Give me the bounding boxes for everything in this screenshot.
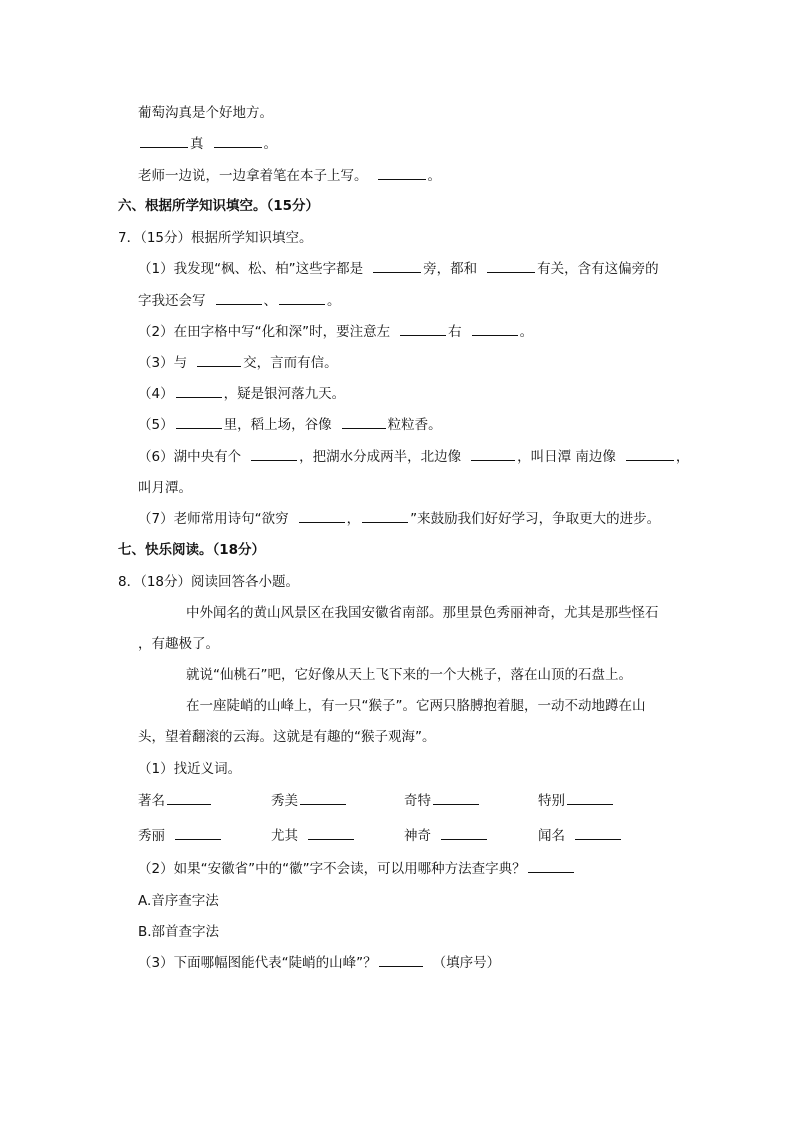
text: 有关，含有这偏旁的: [537, 261, 659, 277]
word: 秀丽: [138, 828, 165, 844]
text: （6）湖中央有个: [138, 449, 242, 465]
item-3: [138, 353, 338, 373]
sentence-teacher: [138, 166, 441, 186]
text: 里，稻上场，谷像: [223, 417, 332, 433]
answer-blank[interactable]: [471, 447, 515, 461]
text: （2）在田字格中写“化和深”时，要注意左: [138, 324, 391, 340]
answer-blank[interactable]: [140, 134, 188, 148]
synonym-pair: [404, 826, 489, 846]
text: 粒粒香。: [387, 417, 442, 433]
text: （3）下面哪幅图能代表“陡峭的山峰”？: [138, 955, 377, 971]
text: ，疑是银河落九天。: [223, 386, 346, 402]
text: （填序号）: [432, 955, 501, 971]
text: 右: [448, 324, 462, 340]
answer-blank[interactable]: [176, 384, 222, 398]
answer-blank[interactable]: [378, 166, 426, 180]
passage-line: 在一座陡峭的山峰上，有一只“猴子”。它两只胳膊抱着腿，一动不动地蹲在山: [186, 698, 646, 714]
synonym-pair: [271, 791, 348, 811]
word: 奇特: [404, 793, 431, 809]
passage-line: 头，望着翻滚的云海。这就是有趣的“猴子观海”。: [138, 729, 436, 745]
fill-line-zhen: [138, 134, 277, 154]
text: （7）老师常用诗句“欲穷: [138, 511, 289, 527]
passage-line: 就说“仙桃石”吧，它好像从天上飞下来的一个大桃子，落在山顶的石盘上。: [186, 667, 632, 683]
word: 特别: [538, 793, 565, 809]
synonym-pair: [138, 791, 213, 811]
answer-blank[interactable]: [433, 791, 479, 805]
answer-blank[interactable]: [342, 415, 386, 429]
answer-blank[interactable]: [308, 826, 354, 840]
text: 真: [190, 136, 204, 152]
text: 旁，都和: [423, 261, 478, 277]
synonym-pair: [138, 826, 223, 846]
item-7: [138, 509, 660, 529]
passage-line: 中外闻名的黄山风景区在我国安徽省南部。那里景色秀丽神奇，尤其是那些怪石: [186, 605, 659, 621]
answer-blank[interactable]: [441, 826, 487, 840]
item-4: [138, 384, 345, 404]
item-1-cont: [138, 291, 341, 311]
text: ，: [675, 449, 690, 465]
synonym-pair: [271, 826, 356, 846]
item-2: [138, 322, 533, 342]
word: 著名: [138, 793, 165, 809]
word: 秀美: [271, 793, 298, 809]
text: 字我还会写: [138, 293, 206, 309]
text: （4）: [138, 386, 174, 402]
text: ，: [346, 511, 361, 527]
answer-blank[interactable]: [175, 826, 221, 840]
text: 老师一边说，一边拿着笔在本子上写。: [138, 168, 368, 184]
answer-blank[interactable]: [567, 791, 613, 805]
answer-blank[interactable]: [528, 859, 574, 873]
section-six-heading: 六、根据所学知识填空。（15分）: [118, 198, 320, 214]
answer-blank[interactable]: [279, 291, 325, 305]
synonym-pair: [538, 826, 623, 846]
answer-blank[interactable]: [373, 259, 421, 273]
text: 。: [327, 293, 341, 309]
answer-blank[interactable]: [472, 322, 518, 336]
answer-blank[interactable]: [214, 134, 262, 148]
answer-blank[interactable]: [176, 415, 222, 429]
text: 。: [519, 324, 534, 340]
text: 交，言而有信。: [243, 355, 338, 371]
text: ”来鼓励我们好好学习，争取更大的进步。: [410, 511, 661, 527]
word: 尤其: [271, 828, 298, 844]
question-7: 7．（15分）根据所学知识填空。: [118, 230, 313, 246]
subquestion-3: [138, 953, 500, 973]
text: 。: [427, 168, 441, 184]
text: （3）与: [138, 355, 188, 371]
text: （5）: [138, 417, 174, 433]
answer-blank[interactable]: [362, 509, 408, 523]
text: ，叫日潭 南边像: [517, 449, 616, 465]
answer-blank[interactable]: [400, 322, 446, 336]
text: （2）如果“安徽省”中的“徽”字不会读，可以用哪种方法查字典？: [138, 861, 526, 877]
synonym-pair: [538, 791, 615, 811]
option-a[interactable]: A.音序查字法: [138, 893, 219, 909]
subquestion-1: （1）找近义词。: [138, 761, 242, 777]
word: 神奇: [404, 828, 431, 844]
word: 闻名: [538, 828, 565, 844]
text: 、: [263, 293, 277, 309]
answer-blank[interactable]: [216, 291, 262, 305]
sentence-grape-valley: 葡萄沟真是个好地方。: [138, 105, 273, 121]
answer-blank[interactable]: [487, 259, 535, 273]
item-1: [138, 259, 659, 279]
subquestion-2: [138, 859, 576, 879]
answer-blank[interactable]: [197, 353, 241, 367]
item-6: [138, 447, 689, 467]
text: （1）我发现“枫、松、柏”这些字都是: [138, 261, 364, 277]
section-seven-heading: 七、快乐阅读。（18分）: [118, 542, 266, 558]
synonym-pair: [404, 791, 481, 811]
item-5: [138, 415, 442, 435]
answer-blank[interactable]: [626, 447, 674, 461]
answer-blank[interactable]: [300, 791, 346, 805]
question-8: 8．（18分）阅读回答各小题。: [118, 574, 300, 590]
answer-blank[interactable]: [575, 826, 621, 840]
passage-line: ，有趣极了。: [138, 636, 219, 652]
text: 。: [263, 136, 277, 152]
answer-blank[interactable]: [167, 791, 211, 805]
item-6-cont: 叫月潭。: [138, 480, 192, 496]
answer-blank[interactable]: [379, 953, 423, 967]
answer-blank[interactable]: [299, 509, 345, 523]
option-b[interactable]: B.部首查字法: [138, 924, 220, 940]
answer-blank[interactable]: [251, 447, 297, 461]
text: ，把湖水分成两半，北边像: [299, 449, 462, 465]
